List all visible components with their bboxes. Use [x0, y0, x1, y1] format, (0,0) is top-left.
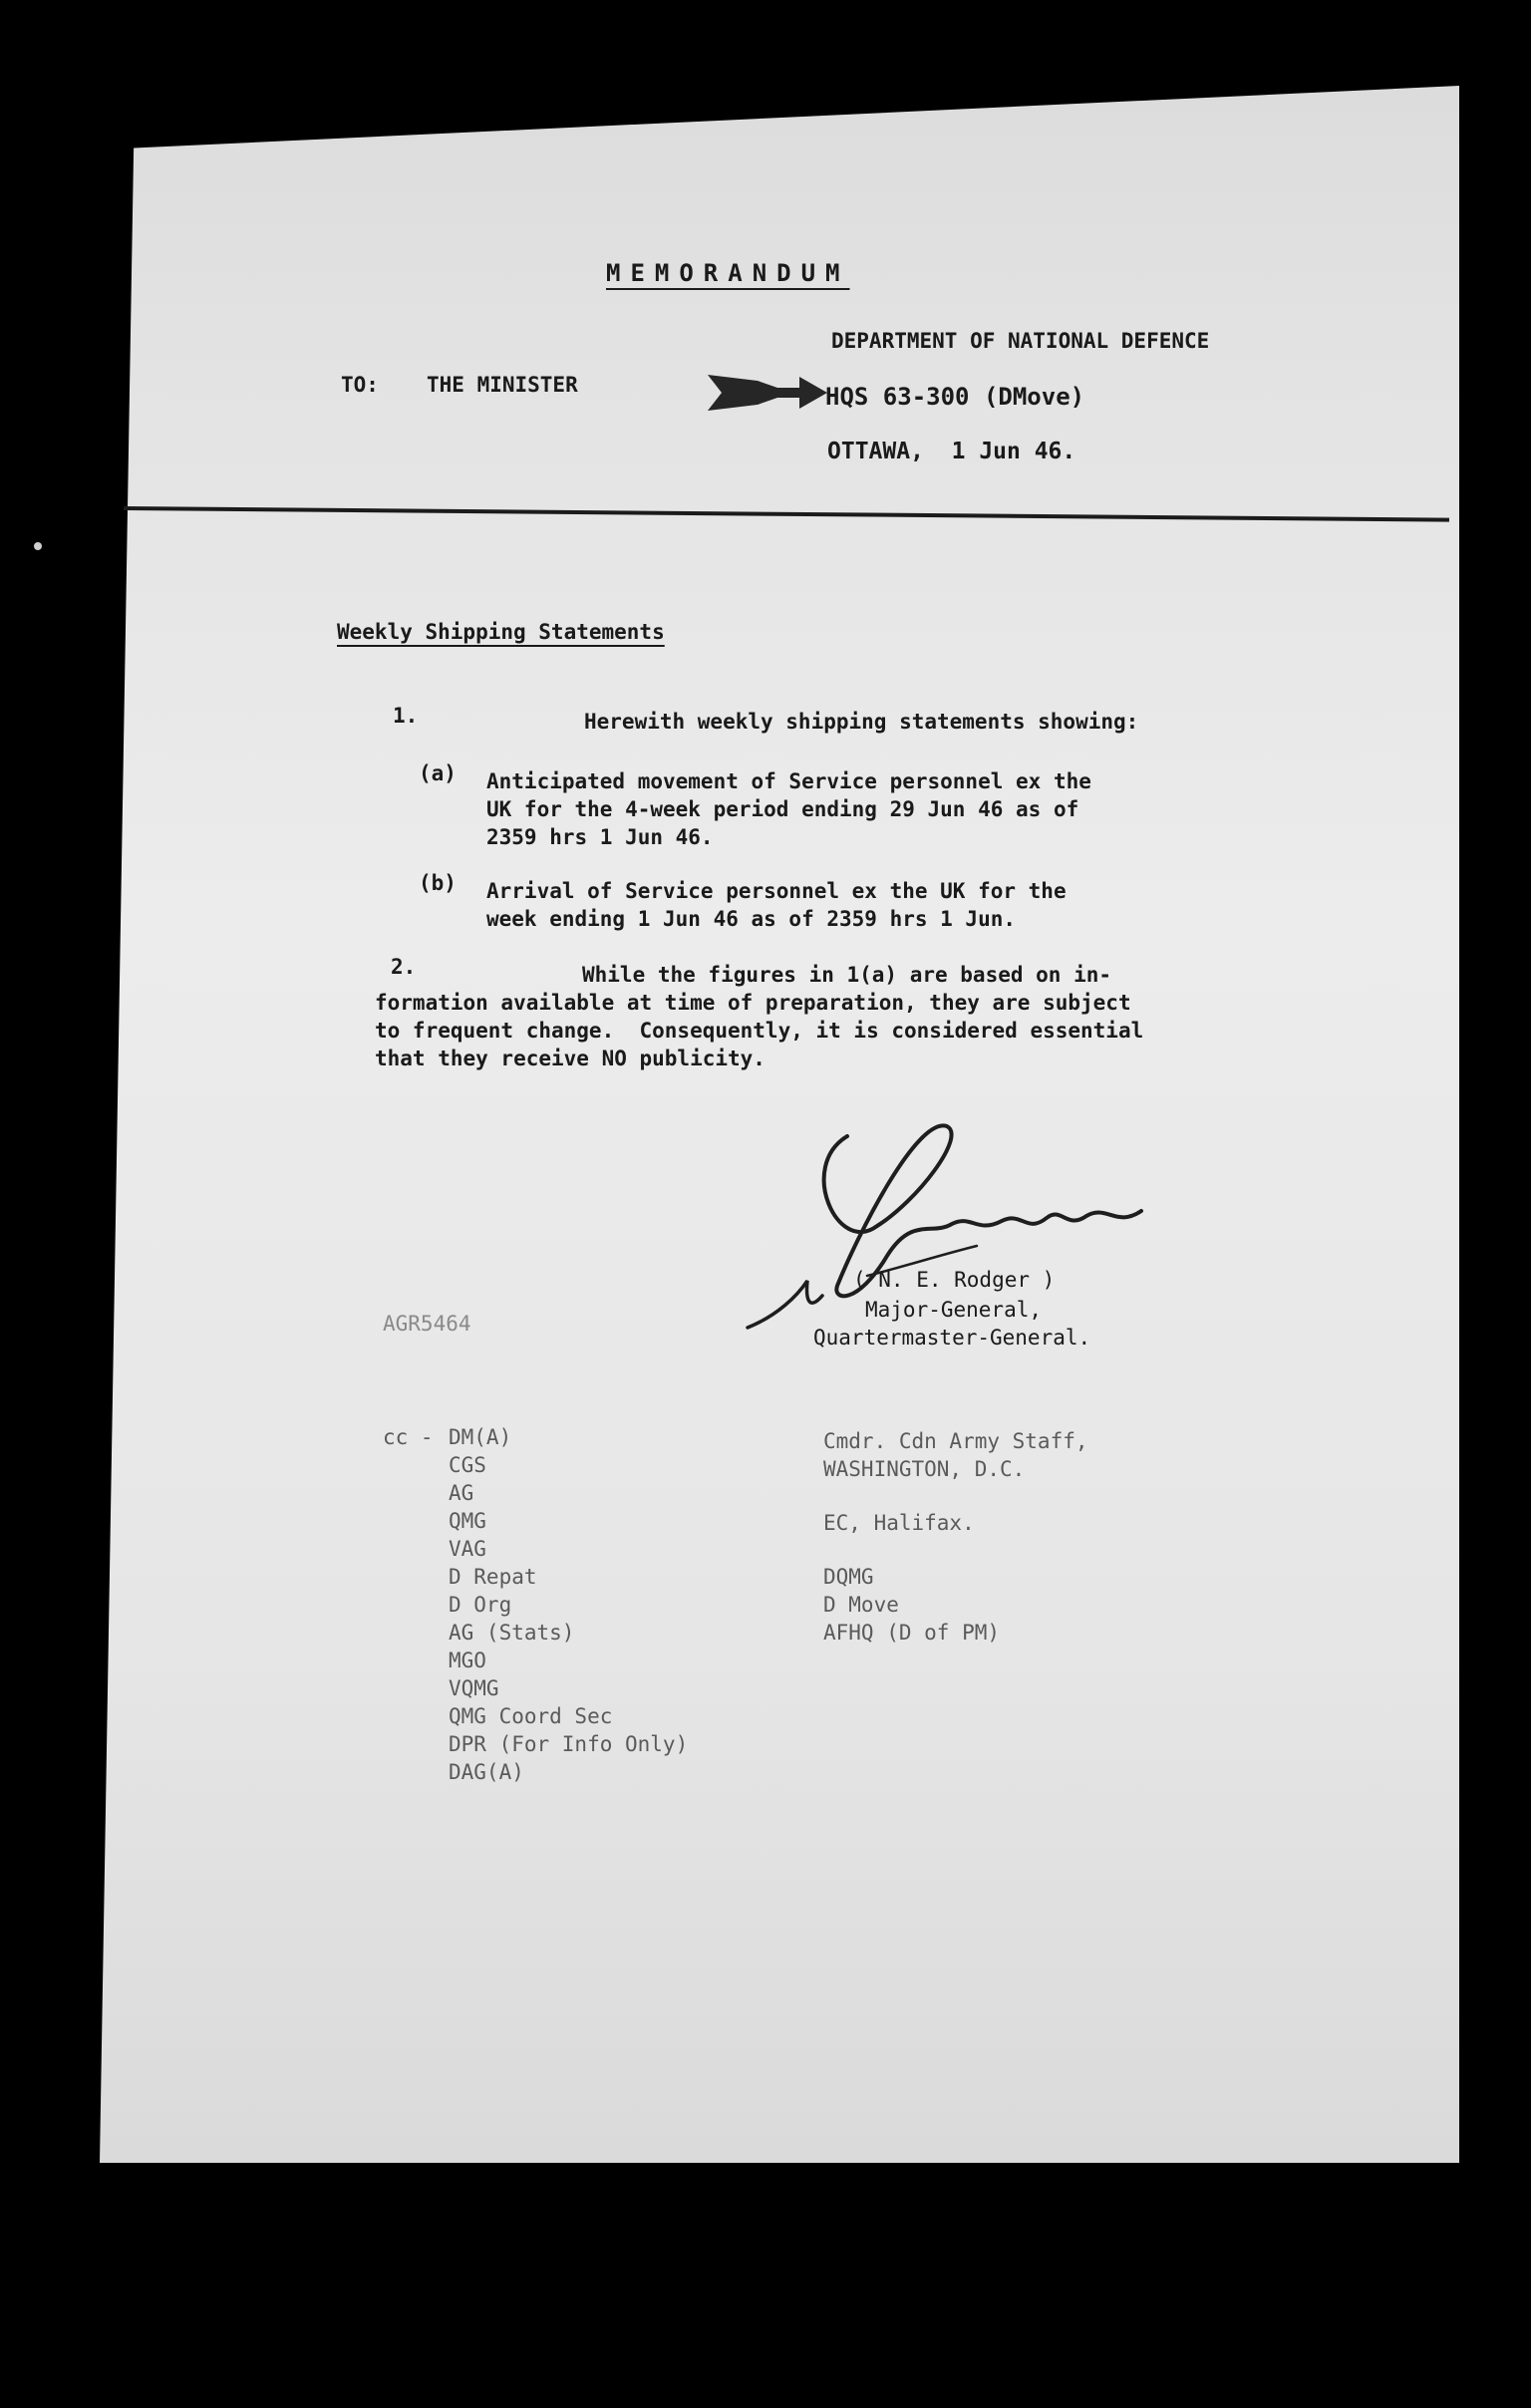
para2-line: While the figures in 1(a) are based on in-: [582, 963, 1112, 987]
cc-left-item: QMG: [449, 1509, 486, 1533]
para1-text: Herewith weekly shipping statements showing:: [584, 710, 1139, 734]
specks: [34, 542, 42, 550]
cc-left-item: AG: [449, 1481, 474, 1505]
cc-left-item: DM(A): [449, 1425, 512, 1449]
signatory-name: ( N. E. Rodger ): [853, 1268, 1056, 1292]
cc-left-item: DAG(A): [449, 1760, 524, 1784]
subject-line: Weekly Shipping Statements: [337, 620, 665, 644]
cc-left-item: VQMG: [449, 1676, 499, 1700]
cc-left-item: DPR (For Info Only): [449, 1732, 689, 1756]
cc-right-item: D Move: [823, 1593, 899, 1617]
to-recipient: THE MINISTER: [427, 373, 578, 397]
para1-number: 1.: [393, 704, 419, 728]
item-a-label: (a): [419, 761, 457, 785]
place-date: OTTAWA, 1 Jun 46.: [827, 439, 1076, 464]
item-b-line: Arrival of Service personnel ex the UK for the: [486, 879, 1067, 903]
to-label: TO:: [341, 373, 379, 397]
para2-line: to frequent change. Consequently, it is considered essential: [375, 1019, 1144, 1043]
cc-right-item: EC, Halifax.: [823, 1511, 975, 1535]
cc-left-item: AG (Stats): [449, 1621, 575, 1645]
signatory-rank: Major-General,: [865, 1298, 1043, 1322]
item-b-line: week ending 1 Jun 46 as of 2359 hrs 1 Jun.: [486, 907, 1017, 931]
memo-title: MEMORANDUM: [606, 259, 850, 287]
cc-label: cc -: [383, 1425, 434, 1449]
item-b-label: (b): [419, 871, 457, 895]
item-a-line: Anticipated movement of Service personnel ex the: [486, 769, 1091, 793]
cc-right-item: Cmdr. Cdn Army Staff,: [823, 1429, 1088, 1453]
para2-number: 2.: [391, 955, 417, 979]
cc-right-item: DQMG: [823, 1565, 874, 1589]
para2-line: formation available at time of preparation, they are subject: [375, 991, 1131, 1015]
cc-left-item: D Org: [449, 1593, 512, 1617]
cc-left-item: MGO: [449, 1649, 486, 1672]
cc-right-item: AFHQ (D of PM): [823, 1621, 1001, 1645]
para2-line: that they receive NO publicity.: [375, 1047, 766, 1070]
department-name: DEPARTMENT OF NATIONAL DEFENCE: [831, 329, 1210, 353]
cc-left-item: CGS: [449, 1453, 486, 1477]
file-code: AGR5464: [383, 1312, 471, 1336]
cc-left-item: D Repat: [449, 1565, 537, 1589]
item-a-line: UK for the 4-week period ending 29 Jun 46 as of: [486, 797, 1079, 821]
file-reference: HQS 63-300 (DMove): [825, 383, 1085, 411]
cc-left-item: QMG Coord Sec: [449, 1704, 613, 1728]
cc-left-item: VAG: [449, 1537, 486, 1561]
item-a-line: 2359 hrs 1 Jun 46.: [486, 825, 714, 849]
signatory-title: Quartermaster-General.: [813, 1326, 1091, 1350]
cc-right-item: WASHINGTON, D.C.: [823, 1457, 1026, 1481]
arrow-icon: [708, 371, 827, 415]
